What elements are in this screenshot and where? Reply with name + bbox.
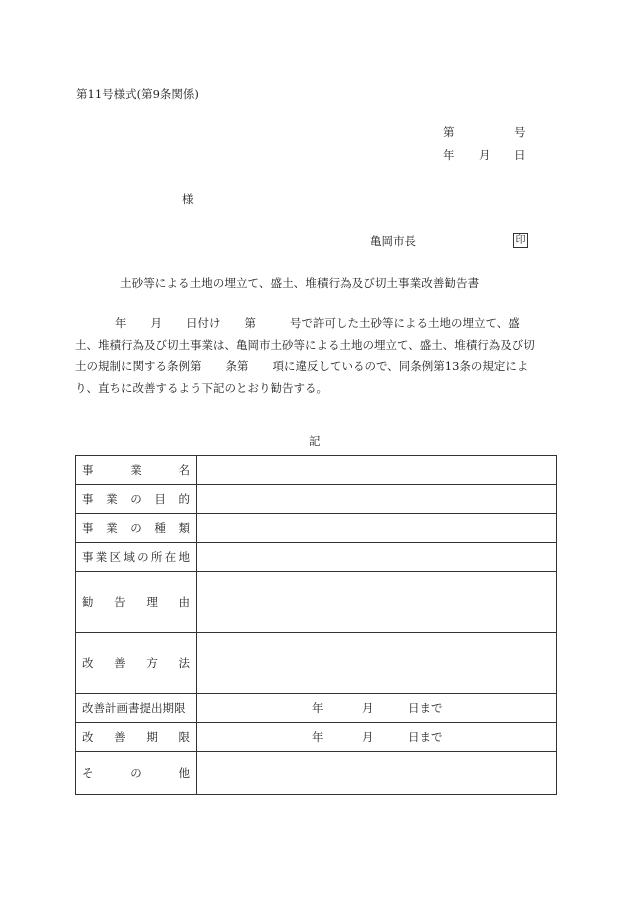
document-title: 土砂等による土地の埋立て、盛土、堆積行為及び切土事業改善勧告書	[120, 276, 480, 290]
date-year-label: 年	[443, 148, 455, 162]
value-improve-deadline	[197, 723, 557, 752]
body-line-4: り、直ちに改善するよう下記のとおり勧告する。	[75, 380, 328, 395]
value-location	[197, 543, 557, 572]
seal-mark: 印	[513, 233, 528, 248]
label-purpose: 事 業 の 目 的	[76, 485, 197, 514]
label-other: そ の 他	[76, 752, 197, 795]
row-business-name	[76, 456, 557, 485]
label-method: 改 善 方 法	[76, 633, 197, 694]
row-improve-deadline	[76, 723, 557, 752]
value-method	[197, 633, 557, 694]
body-line-3-a: 土の規制に関する条例第	[75, 359, 202, 373]
body-line-2: 土、堆積行為及び切土事業は、亀岡市土砂等による土地の埋立て、盛土、堆積行為及び切	[75, 337, 535, 352]
value-other	[197, 752, 557, 795]
row-plan-deadline	[76, 694, 557, 723]
plan-deadline-year: 年	[312, 701, 324, 715]
body-paragraph	[75, 313, 557, 399]
value-plan-deadline	[197, 694, 557, 723]
document-number-prefix: 第	[443, 125, 455, 139]
form-number-title: 第11号様式(第9条関係)	[76, 87, 199, 101]
body-line-3-c: 項に違反しているので、同条例第13条の規定によ	[272, 359, 529, 373]
document-number-suffix: 号	[514, 125, 526, 139]
body-line-3	[75, 356, 557, 378]
row-type	[76, 514, 557, 543]
body-dated: 日付け	[186, 316, 221, 330]
improve-deadline-year: 年	[312, 730, 324, 744]
value-type	[197, 514, 557, 543]
issuer-name: 亀岡市長	[370, 234, 416, 248]
body-year: 年	[115, 316, 127, 330]
plan-deadline-until: 日まで	[408, 701, 443, 715]
label-reason: 勧 告 理 由	[76, 572, 197, 633]
plan-deadline-month: 月	[362, 701, 374, 715]
row-reason	[76, 572, 557, 633]
row-method	[76, 633, 557, 694]
row-location	[76, 543, 557, 572]
row-other	[76, 752, 557, 795]
label-improve-deadline: 改 善 期 限	[76, 723, 197, 752]
body-line-1	[75, 313, 557, 335]
ki-heading: 記	[309, 434, 321, 448]
value-purpose	[197, 485, 557, 514]
date-month-label: 月	[479, 148, 491, 162]
label-business-name: 事 業 名	[76, 456, 197, 485]
body-month: 月	[150, 316, 162, 330]
label-location: 事 業 区 域 の 所 在 地	[76, 543, 197, 572]
label-plan-deadline: 改善計画書提出期限	[76, 694, 197, 723]
body-line-3-b: 条第	[225, 359, 249, 373]
body-no: 第	[244, 316, 256, 330]
date-day-label: 日	[514, 148, 526, 162]
value-reason	[197, 572, 557, 633]
improve-deadline-month: 月	[362, 730, 374, 744]
value-business-name	[197, 456, 557, 485]
row-purpose	[76, 485, 557, 514]
label-type: 事 業 の 種 類	[76, 514, 197, 543]
addressee-suffix: 様	[182, 192, 194, 206]
body-line-1-text: 号で許可した土砂等による土地の埋立て、盛	[290, 316, 520, 330]
improve-deadline-until: 日まで	[408, 730, 443, 744]
record-table	[75, 455, 557, 795]
